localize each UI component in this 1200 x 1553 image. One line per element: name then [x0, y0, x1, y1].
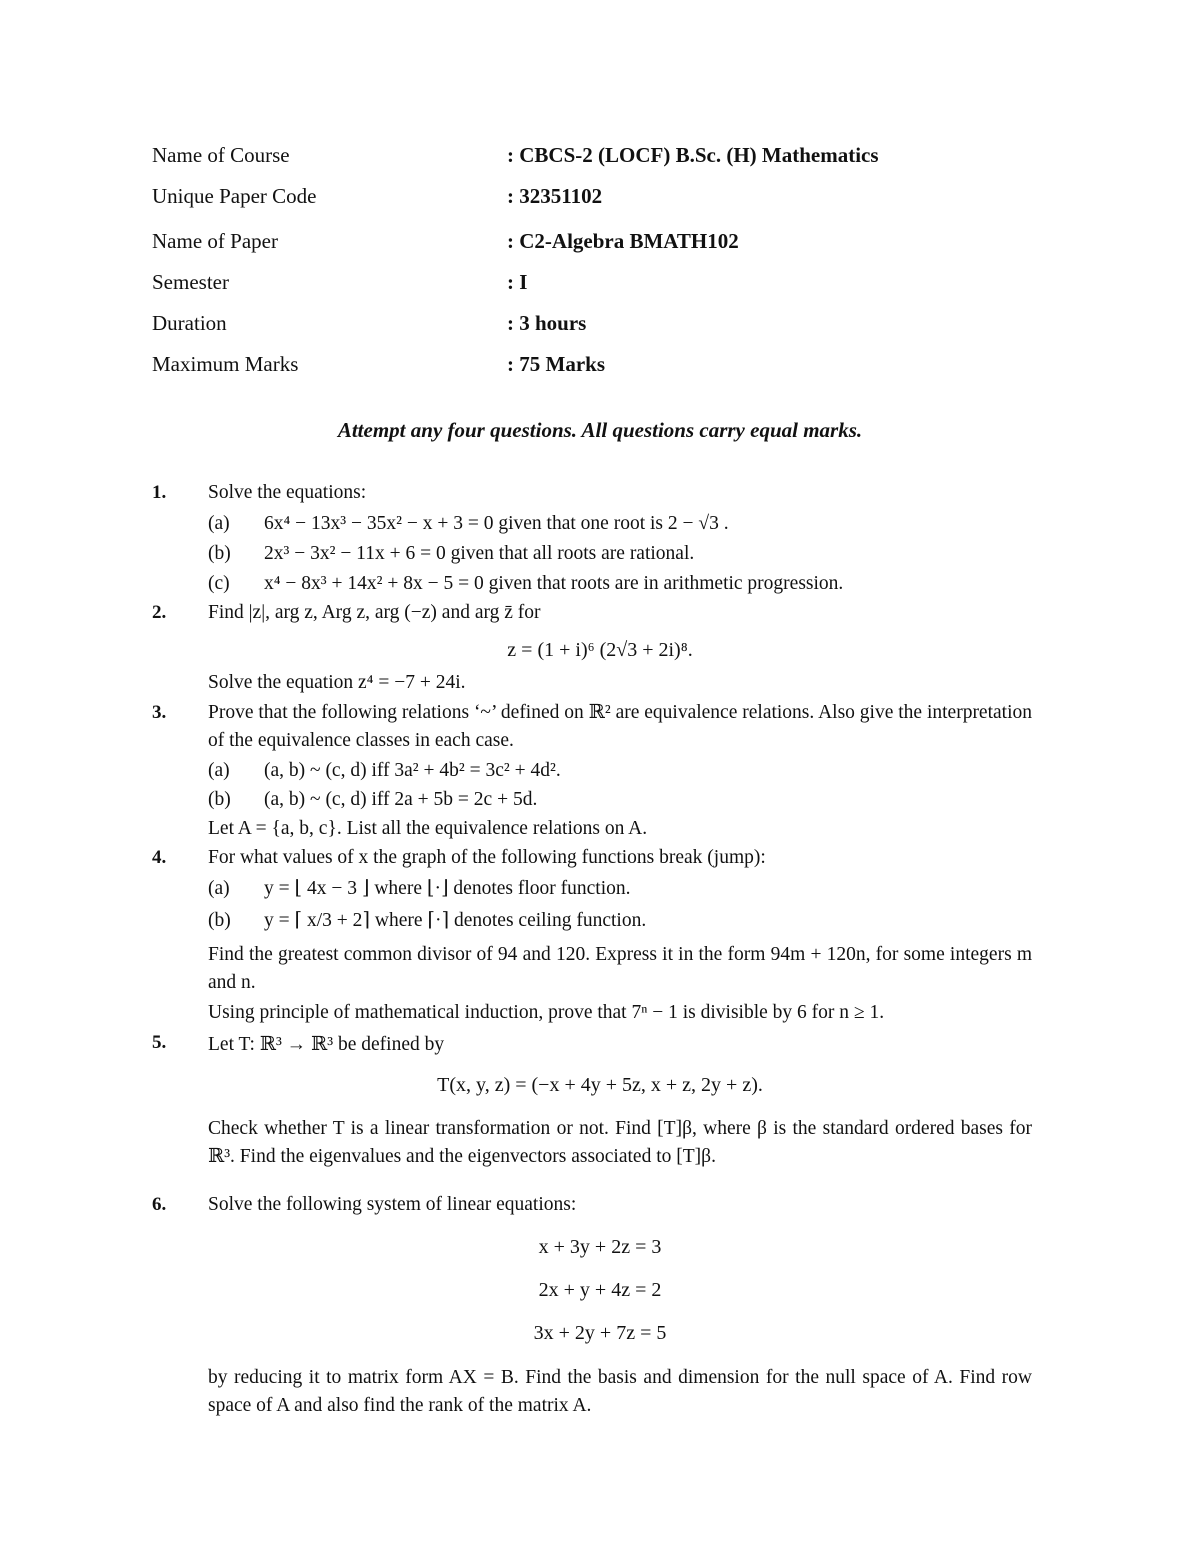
question-part [208, 876, 631, 900]
equation: 2x + y + 4z = 2 [538, 1279, 662, 1301]
header-value: : 32351102 [507, 184, 603, 208]
header-value: : C2-Algebra BMATH102 [507, 229, 739, 253]
header-row-paper-code [152, 184, 1052, 216]
question-text: Let A = {a, b, c}. List all the equivalence relations on A. [208, 818, 648, 839]
header-label: Name of Course [152, 143, 290, 167]
question-text: Find the greatest common divisor of 94 and 120. Express it in the form 94m + 120n, for some integers m and n. [208, 944, 1032, 993]
question-part [208, 513, 729, 535]
question-text: Prove that the following relations ‘~’ defined on ℝ² are equivalence relations. Also give the interpretation of the equivalence classes in each case. [208, 702, 1032, 751]
question-text: Find |z|, arg z, Arg z, arg (−z) and arg z̄ for [208, 602, 541, 623]
header-row-duration [152, 311, 1052, 343]
question-text: Let T: ℝ³ → ℝ³ be defined by [208, 1034, 445, 1055]
header-value: : 75 Marks [507, 352, 605, 376]
part-label: (c) [208, 573, 230, 594]
question-number: 2. [152, 602, 167, 623]
question-text: Using principle of mathematical induction, prove that 7ⁿ − 1 is divisible by 6 for n ≥ 1. [208, 1002, 885, 1023]
question-part [208, 760, 561, 782]
part-text: (a, b) ~ (c, d) iff 3a² + 4b² = 3c² + 4d². [264, 760, 561, 781]
header-label: Name of Paper [152, 229, 278, 253]
equation: T(x, y, z) = (−x + 4y + 5z, x + z, 2y + z). [437, 1074, 763, 1096]
question-part [208, 543, 694, 565]
header-value: : CBCS-2 (LOCF) B.Sc. (H) Mathematics [507, 143, 879, 167]
part-text: (a, b) ~ (c, d) iff 2a + 5b = 2c + 5d. [264, 789, 538, 810]
question-text: Solve the equation z⁴ = −7 + 24i. [208, 672, 466, 693]
part-text: y = ⌈ x/3 + 2⌉ where ⌈·⌉ denotes ceiling function. [264, 910, 647, 931]
instructions: Attempt any four questions. All questions carry equal marks. [337, 418, 863, 442]
question-number: 5. [152, 1032, 167, 1053]
part-text: x⁴ − 8x³ + 14x² + 8x − 5 = 0 given that roots are in arithmetic progression. [264, 573, 844, 594]
header-label: Maximum Marks [152, 352, 299, 376]
question-text: by reducing it to matrix form AX = B. Find the basis and dimension for the null space of A. Find row space of A and also find the rank of the matrix A. [208, 1367, 1032, 1416]
part-text: 2x³ − 3x² − 11x + 6 = 0 given that all roots are rational. [264, 543, 695, 564]
part-label: (b) [208, 789, 231, 810]
header-value: : 3 hours [507, 311, 587, 335]
part-label: (a) [208, 513, 230, 534]
question-number: 6. [152, 1194, 167, 1215]
part-label: (a) [208, 878, 230, 899]
question-text: For what values of x the graph of the following functions break (jump): [208, 847, 766, 868]
equation: 3x + 2y + 7z = 5 [533, 1322, 667, 1344]
header-row-paper-name [152, 229, 1052, 261]
equation: z = (1 + i)⁶ (2√3 + 2i)⁸. [507, 639, 693, 661]
part-text: 6x⁴ − 13x³ − 35x² − x + 3 = 0 given that one root is 2 − √3 . [264, 513, 729, 534]
header-label: Unique Paper Code [152, 184, 317, 208]
question-part [208, 789, 537, 811]
question-number: 3. [152, 702, 167, 723]
part-label: (b) [208, 910, 231, 931]
question-part [208, 573, 843, 595]
equation: x + 3y + 2z = 3 [538, 1236, 662, 1258]
question-text: Solve the equations: [208, 482, 367, 503]
header-row-semester [152, 270, 1052, 302]
part-label: (a) [208, 760, 230, 781]
part-label: (b) [208, 543, 231, 564]
question-number: 4. [152, 847, 167, 868]
header-row-course [152, 143, 1052, 175]
header-label: Duration [152, 311, 227, 335]
header-label: Semester [152, 270, 229, 294]
question-text: Check whether T is a linear transformation or not. Find [T]β, where β is the standard ordered bases for ℝ³. Find the eigenvalues and the eigenvectors associated to [T]β. [208, 1118, 1032, 1167]
header-value: : I [507, 270, 528, 294]
header-row-max-marks [152, 352, 1052, 384]
question-text: Solve the following system of linear equations: [208, 1194, 577, 1215]
part-text: y = ⌊ 4x − 3 ⌋ where ⌊·⌋ denotes floor function. [264, 878, 631, 899]
question-part [208, 908, 646, 932]
question-number: 1. [152, 482, 167, 503]
